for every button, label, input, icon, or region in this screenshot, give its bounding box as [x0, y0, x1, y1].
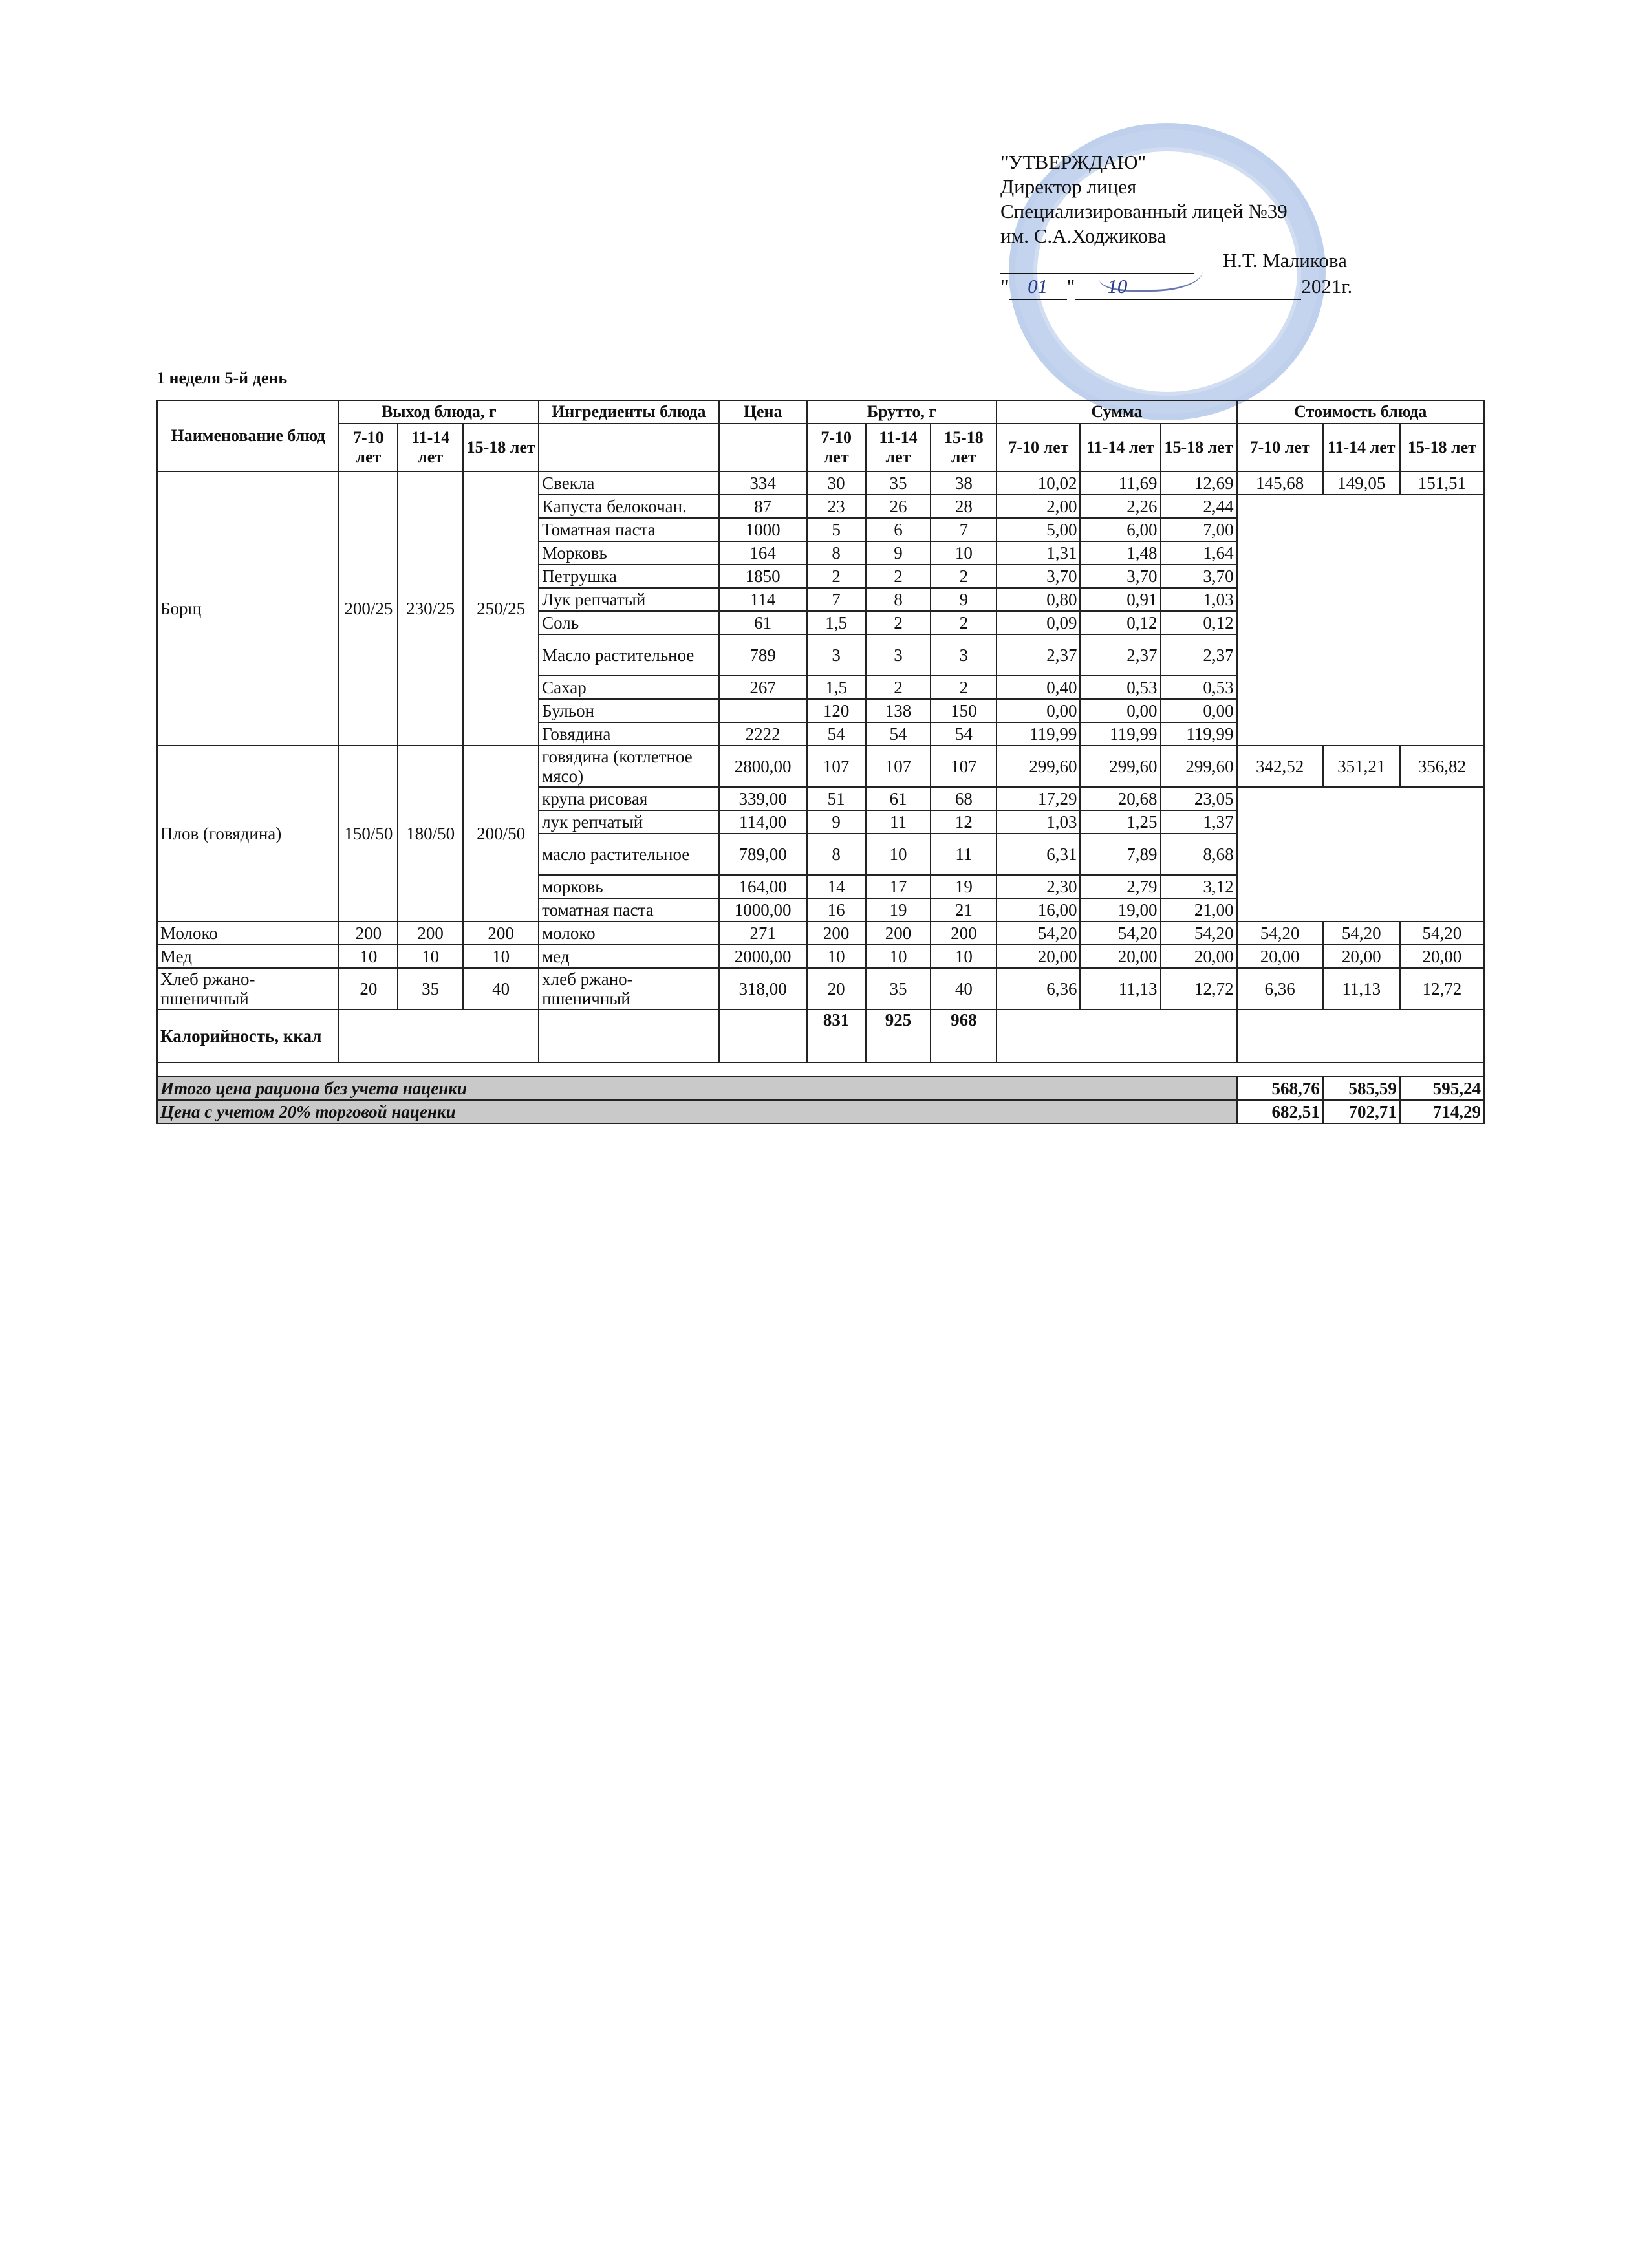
ingredient-price: 114,00 — [719, 810, 807, 834]
dish-output: 200 — [463, 922, 539, 945]
total-row — [157, 1100, 1484, 1123]
sum-value: 20,00 — [1080, 945, 1160, 968]
sum-value: 54,20 — [1161, 922, 1237, 945]
dish-output: 35 — [398, 968, 463, 1010]
sum-value: 1,25 — [1080, 810, 1160, 834]
ingredient-price: 61 — [719, 611, 807, 634]
sum-value: 1,31 — [997, 541, 1080, 565]
sum-value: 6,00 — [1080, 518, 1160, 541]
header-empty — [719, 424, 807, 471]
approval-name: Н.Т. Маликова — [1222, 249, 1347, 272]
sum-value: 299,60 — [1161, 746, 1237, 787]
sum-value: 3,70 — [1080, 565, 1160, 588]
ingredient-price: 114 — [719, 588, 807, 611]
approval-title: "УТВЕРЖДАЮ" — [1000, 151, 1147, 173]
dish-cost: 151,51 — [1400, 471, 1484, 495]
ingredient-price: 789 — [719, 634, 807, 676]
gross-value: 54 — [866, 722, 931, 746]
dish-output: 200/25 — [339, 471, 398, 746]
dish-output: 200/50 — [463, 746, 539, 922]
dish-output: 200 — [339, 922, 398, 945]
approval-school: Специализированный лицей №39 — [1000, 200, 1288, 222]
dish-name: Хлеб ржано-пшеничный — [157, 968, 339, 1010]
spacer — [157, 1063, 1484, 1077]
ingredient-row — [157, 968, 1484, 1010]
ingredient-name: Петрушка — [539, 565, 718, 588]
ingredient-name: Томатная паста — [539, 518, 718, 541]
gross-value: 200 — [866, 922, 931, 945]
gross-value: 1,5 — [807, 676, 866, 699]
dish-cost: 351,21 — [1323, 746, 1400, 787]
sum-value: 299,60 — [997, 746, 1080, 787]
dish-cost: 12,72 — [1400, 968, 1484, 1010]
dish-output: 40 — [463, 968, 539, 1010]
gross-value: 107 — [931, 746, 997, 787]
ingredient-name: томатная паста — [539, 898, 718, 922]
ingredient-name: Бульон — [539, 699, 718, 722]
gross-value: 9 — [807, 810, 866, 834]
header-age: 15-18 лет — [1161, 424, 1237, 471]
dish-cost: 149,05 — [1323, 471, 1400, 495]
ingredient-price: 1850 — [719, 565, 807, 588]
sum-value: 23,05 — [1161, 787, 1237, 810]
sum-value: 2,44 — [1161, 495, 1237, 518]
sum-value: 54,20 — [997, 922, 1080, 945]
sum-value: 1,03 — [997, 810, 1080, 834]
ingredient-price: 164,00 — [719, 875, 807, 898]
ingredient-name: морковь — [539, 875, 718, 898]
ingredient-price: 2222 — [719, 722, 807, 746]
header-row — [157, 400, 1484, 424]
dish-name: Плов (говядина) — [157, 746, 339, 922]
sum-value: 1,48 — [1080, 541, 1160, 565]
sum-value: 2,37 — [997, 634, 1080, 676]
gross-value: 20 — [807, 968, 866, 1010]
header-output: Выход блюда, г — [339, 400, 539, 424]
gross-value: 7 — [807, 588, 866, 611]
ingredient-name: мед — [539, 945, 718, 968]
calories-empty — [1237, 1010, 1484, 1063]
gross-value: 2 — [807, 565, 866, 588]
gross-value: 10 — [866, 834, 931, 875]
gross-value: 138 — [866, 699, 931, 722]
sum-value: 299,60 — [1080, 746, 1160, 787]
header-price: Цена — [719, 400, 807, 424]
gross-value: 3 — [807, 634, 866, 676]
sum-value: 0,40 — [997, 676, 1080, 699]
sum-value: 5,00 — [997, 518, 1080, 541]
total-value: 595,24 — [1400, 1077, 1484, 1100]
sum-value: 20,68 — [1080, 787, 1160, 810]
sum-value: 0,00 — [1161, 699, 1237, 722]
gross-value: 10 — [866, 945, 931, 968]
gross-value: 11 — [931, 834, 997, 875]
calories-empty — [719, 1010, 807, 1063]
gross-value: 3 — [866, 634, 931, 676]
ingredient-price: 271 — [719, 922, 807, 945]
ingredient-name: Морковь — [539, 541, 718, 565]
ingredient-price — [719, 699, 807, 722]
dish-cost: 20,00 — [1237, 945, 1323, 968]
dish-cost: 6,36 — [1237, 968, 1323, 1010]
gross-value: 7 — [931, 518, 997, 541]
total-label: Цена с учетом 20% торговой наценки — [157, 1100, 1237, 1123]
gross-value: 6 — [866, 518, 931, 541]
gross-value: 2 — [866, 611, 931, 634]
header-age: 7-10 лет — [997, 424, 1080, 471]
sum-value: 2,00 — [997, 495, 1080, 518]
week-label: 1 неделя 5-й день — [156, 369, 288, 387]
gross-value: 2 — [931, 565, 997, 588]
header-age: 11-14 лет — [1080, 424, 1160, 471]
gross-value: 23 — [807, 495, 866, 518]
ingredient-price: 164 — [719, 541, 807, 565]
header-age: 15-18 лет — [931, 424, 997, 471]
header-age: 7-10 лет — [1237, 424, 1323, 471]
dish-cost: 54,20 — [1323, 922, 1400, 945]
sum-value: 0,12 — [1080, 611, 1160, 634]
gross-value: 8 — [807, 834, 866, 875]
ingredient-price: 2000,00 — [719, 945, 807, 968]
dish-output: 200 — [398, 922, 463, 945]
dish-name: Борщ — [157, 471, 339, 746]
ingredient-row — [157, 746, 1484, 787]
gross-value: 2 — [866, 676, 931, 699]
calories-value: 831 — [807, 1010, 866, 1063]
ingredient-name: Капуста белокочан. — [539, 495, 718, 518]
total-row — [157, 1077, 1484, 1100]
sum-value: 2,30 — [997, 875, 1080, 898]
sum-value: 11,13 — [1080, 968, 1160, 1010]
sum-value: 0,00 — [997, 699, 1080, 722]
approval-named: им. С.А.Ходжикова — [1000, 224, 1167, 247]
date-quote-close: " — [1066, 275, 1075, 297]
ingredient-name: Свекла — [539, 471, 718, 495]
dish-output: 20 — [339, 968, 398, 1010]
total-value: 682,51 — [1237, 1100, 1323, 1123]
sum-value: 3,70 — [997, 565, 1080, 588]
gross-value: 61 — [866, 787, 931, 810]
gross-value: 10 — [931, 945, 997, 968]
calories-empty — [339, 1010, 539, 1063]
approval-position: Директор лицея — [1000, 175, 1137, 198]
sum-value: 119,99 — [997, 722, 1080, 746]
gross-value: 107 — [807, 746, 866, 787]
gross-value: 120 — [807, 699, 866, 722]
sum-value: 19,00 — [1080, 898, 1160, 922]
gross-value: 16 — [807, 898, 866, 922]
sum-value: 7,00 — [1161, 518, 1237, 541]
ingredient-price: 339,00 — [719, 787, 807, 810]
gross-value: 28 — [931, 495, 997, 518]
gross-value: 1,5 — [807, 611, 866, 634]
sum-value: 0,53 — [1080, 676, 1160, 699]
sum-value: 17,29 — [997, 787, 1080, 810]
dish-output: 10 — [463, 945, 539, 968]
ingredient-name: Масло растительное — [539, 634, 718, 676]
gross-value: 10 — [931, 541, 997, 565]
gross-value: 9 — [866, 541, 931, 565]
sum-value: 2,26 — [1080, 495, 1160, 518]
calories-value: 925 — [866, 1010, 931, 1063]
gross-value: 8 — [866, 588, 931, 611]
header-age: 15-18 лет — [463, 424, 539, 471]
gross-value: 19 — [866, 898, 931, 922]
dish-cost: 20,00 — [1323, 945, 1400, 968]
total-value: 585,59 — [1323, 1077, 1400, 1100]
header-age-row — [157, 424, 1484, 471]
gross-value: 54 — [931, 722, 997, 746]
sum-value: 2,79 — [1080, 875, 1160, 898]
dish-output: 180/50 — [398, 746, 463, 922]
ingredient-name: молоко — [539, 922, 718, 945]
sum-value: 10,02 — [997, 471, 1080, 495]
dish-output: 10 — [339, 945, 398, 968]
dish-output: 150/50 — [339, 746, 398, 922]
header-age: 11-14 лет — [1323, 424, 1400, 471]
gross-value: 35 — [866, 471, 931, 495]
ingredient-name: хлеб ржано-пшеничный — [539, 968, 718, 1010]
gross-value: 54 — [807, 722, 866, 746]
ingredient-price: 87 — [719, 495, 807, 518]
sum-value: 54,20 — [1080, 922, 1160, 945]
sum-value: 6,36 — [997, 968, 1080, 1010]
gross-value: 8 — [807, 541, 866, 565]
ingredient-name: говядина (котлетное мясо) — [539, 746, 718, 787]
sum-value: 8,68 — [1161, 834, 1237, 875]
dish-cost: 342,52 — [1237, 746, 1323, 787]
gross-value: 200 — [807, 922, 866, 945]
dish-name: Молоко — [157, 922, 339, 945]
date-quote-open: " — [1000, 275, 1009, 297]
ingredient-name: Говядина — [539, 722, 718, 746]
gross-value: 40 — [931, 968, 997, 1010]
cost-empty — [1237, 495, 1484, 746]
sum-value: 0,53 — [1161, 676, 1237, 699]
sum-value: 21,00 — [1161, 898, 1237, 922]
gross-value: 9 — [931, 588, 997, 611]
gross-value: 68 — [931, 787, 997, 810]
sum-value: 119,99 — [1080, 722, 1160, 746]
sum-value: 3,12 — [1161, 875, 1237, 898]
dish-cost: 145,68 — [1237, 471, 1323, 495]
header-empty — [539, 424, 718, 471]
ingredient-price: 1000 — [719, 518, 807, 541]
ingredient-price: 789,00 — [719, 834, 807, 875]
ingredient-price: 1000,00 — [719, 898, 807, 922]
dish-cost: 54,20 — [1237, 922, 1323, 945]
gross-value: 10 — [807, 945, 866, 968]
gross-value: 107 — [866, 746, 931, 787]
date-year: 2021г. — [1301, 275, 1353, 297]
dish-output: 10 — [398, 945, 463, 968]
ingredient-name: масло растительное — [539, 834, 718, 875]
ingredient-name: Соль — [539, 611, 718, 634]
ingredient-name: Сахар — [539, 676, 718, 699]
handwritten-signature — [1099, 251, 1203, 292]
gross-value: 19 — [931, 875, 997, 898]
header-age: 7-10 лет — [807, 424, 866, 471]
total-label: Итого цена рациона без учета наценки — [157, 1077, 1237, 1100]
sum-value: 0,09 — [997, 611, 1080, 634]
ingredient-price: 2800,00 — [719, 746, 807, 787]
header-age: 7-10 лет — [339, 424, 398, 471]
total-value: 568,76 — [1237, 1077, 1323, 1100]
dish-cost: 54,20 — [1400, 922, 1484, 945]
gross-value: 30 — [807, 471, 866, 495]
sum-value: 2,37 — [1080, 634, 1160, 676]
gross-value: 3 — [931, 634, 997, 676]
ingredient-price: 267 — [719, 676, 807, 699]
total-value: 702,71 — [1323, 1100, 1400, 1123]
ingredient-price: 318,00 — [719, 968, 807, 1010]
dish-name: Мед — [157, 945, 339, 968]
header-ingredients: Ингредиенты блюда — [539, 400, 718, 424]
gross-value: 2 — [866, 565, 931, 588]
date-month: 10 — [1107, 275, 1128, 297]
gross-value: 11 — [866, 810, 931, 834]
sum-value: 0,80 — [997, 588, 1080, 611]
dish-cost: 356,82 — [1400, 746, 1484, 787]
gross-value: 5 — [807, 518, 866, 541]
calories-empty — [539, 1010, 718, 1063]
sum-value: 11,69 — [1080, 471, 1160, 495]
sum-value: 7,89 — [1080, 834, 1160, 875]
gross-value: 200 — [931, 922, 997, 945]
dish-cost: 20,00 — [1400, 945, 1484, 968]
sum-value: 1,03 — [1161, 588, 1237, 611]
sum-value: 16,00 — [997, 898, 1080, 922]
header-age: 11-14 лет — [398, 424, 463, 471]
cost-empty — [1237, 787, 1484, 922]
sum-value: 20,00 — [997, 945, 1080, 968]
gross-value: 14 — [807, 875, 866, 898]
header-age: 11-14 лет — [866, 424, 931, 471]
menu-table — [156, 400, 1485, 1124]
total-value: 714,29 — [1400, 1100, 1484, 1123]
header-dish: Наименование блюд — [157, 400, 339, 471]
dish-cost: 11,13 — [1323, 968, 1400, 1010]
sum-value: 0,12 — [1161, 611, 1237, 634]
sum-value: 0,00 — [1080, 699, 1160, 722]
sum-value: 3,70 — [1161, 565, 1237, 588]
gross-value: 51 — [807, 787, 866, 810]
calories-row — [157, 1010, 1484, 1063]
ingredient-name: лук репчатый — [539, 810, 718, 834]
calories-empty — [997, 1010, 1236, 1063]
gross-value: 21 — [931, 898, 997, 922]
header-gross: Брутто, г — [807, 400, 997, 424]
gross-value: 2 — [931, 676, 997, 699]
gross-value: 38 — [931, 471, 997, 495]
ingredient-name: Лук репчатый — [539, 588, 718, 611]
header-age: 15-18 лет — [1400, 424, 1484, 471]
date-day: 01 — [1028, 275, 1048, 297]
ingredient-price: 334 — [719, 471, 807, 495]
header-sum: Сумма — [997, 400, 1236, 424]
sum-value: 12,69 — [1161, 471, 1237, 495]
calories-label: Калорийность, ккал — [157, 1010, 339, 1063]
gross-value: 26 — [866, 495, 931, 518]
sum-value: 119,99 — [1161, 722, 1237, 746]
spacer-row — [157, 1063, 1484, 1077]
gross-value: 35 — [866, 968, 931, 1010]
sum-value: 1,64 — [1161, 541, 1237, 565]
gross-value: 150 — [931, 699, 997, 722]
dish-output: 230/25 — [398, 471, 463, 746]
sum-value: 0,91 — [1080, 588, 1160, 611]
sum-value: 1,37 — [1161, 810, 1237, 834]
header-cost: Стоимость блюда — [1237, 400, 1484, 424]
sum-value: 20,00 — [1161, 945, 1237, 968]
gross-value: 17 — [866, 875, 931, 898]
calories-value: 968 — [931, 1010, 997, 1063]
ingredient-row — [157, 945, 1484, 968]
sum-value: 12,72 — [1161, 968, 1237, 1010]
sum-value: 6,31 — [997, 834, 1080, 875]
ingredient-row — [157, 471, 1484, 495]
dish-output: 250/25 — [463, 471, 539, 746]
gross-value: 2 — [931, 611, 997, 634]
ingredient-name: крупа рисовая — [539, 787, 718, 810]
sum-value: 2,37 — [1161, 634, 1237, 676]
ingredient-row — [157, 922, 1484, 945]
gross-value: 12 — [931, 810, 997, 834]
